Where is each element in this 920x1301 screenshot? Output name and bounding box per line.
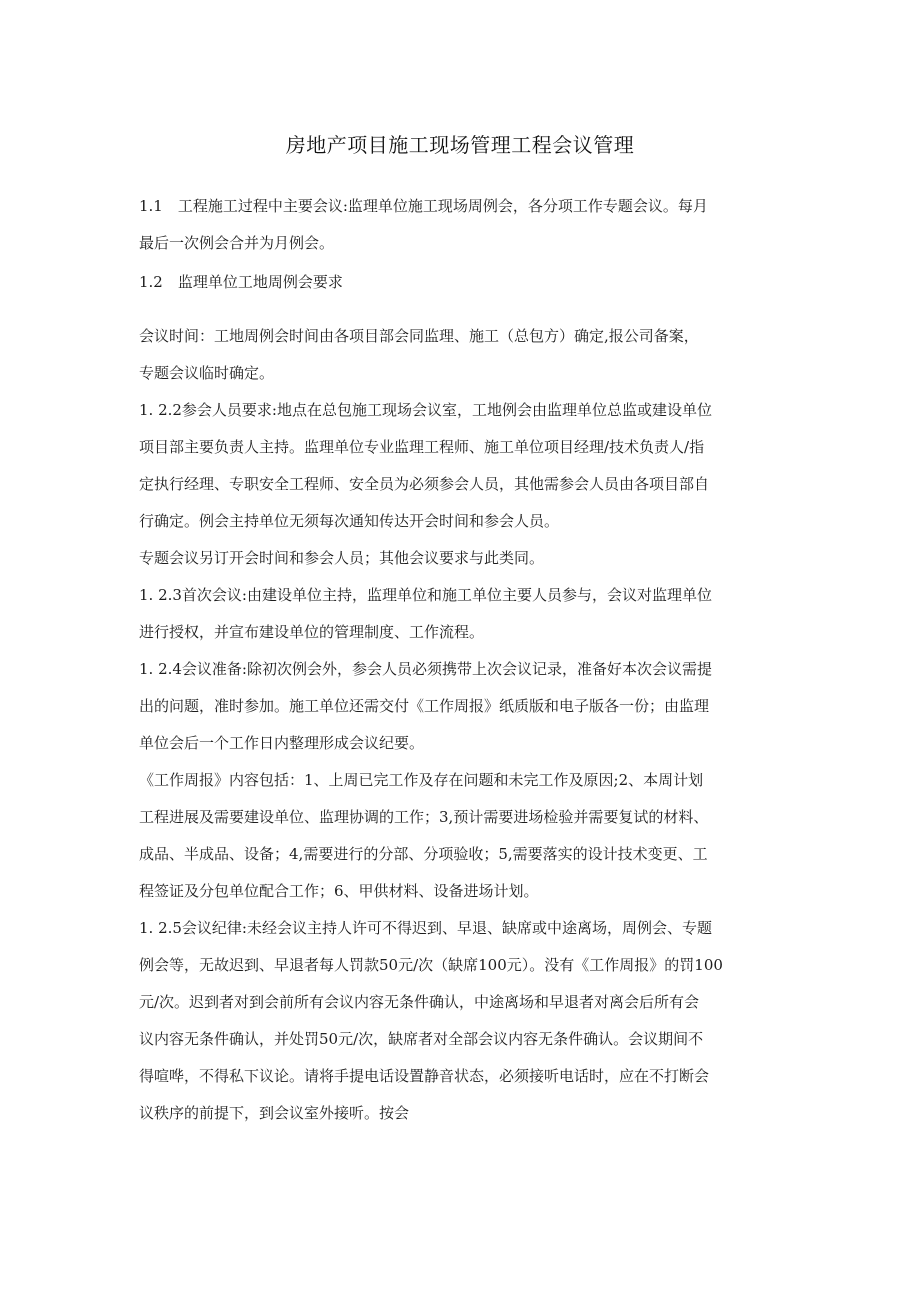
text-line: 1.1 工程施工过程中主要会议:监理单位施工现场周例会，各分项工作专题会议。每月	[139, 197, 708, 215]
text-line: 元/次。迟到者对到会前所有会议内容无条件确认，中途离场和早退者对离会后所有会	[139, 993, 700, 1011]
paragraph-1-2	[139, 264, 785, 301]
text-line: 例会等，无故迟到、早退者每人罚款50元/次（缺席100元）。没有《工作周报》的罚100	[139, 956, 723, 974]
text-line: 工程进展及需要建设单位、监理协调的工作；3,预计需要进场检验并需要复试的材料、	[139, 808, 709, 826]
text-line: 议秩序的前提下，到会议室外接听。按会	[139, 1104, 410, 1122]
paragraph-1-2-5	[139, 910, 785, 1132]
paragraph-meeting-time	[139, 318, 785, 392]
text-line: 专题会议临时确定。	[139, 364, 275, 382]
text-line: 1. 2.5会议纪律:未经会议主持人许可不得迟到、早退、缺席或中途离场，周例会、专题	[139, 919, 712, 937]
paragraph-1-1	[139, 188, 785, 262]
text-line: 1. 2.4会议准备:除初次例会外，参会人员必须携带上次会议记录，准备好本次会议需提	[139, 660, 712, 678]
text-line: 项目部主要负责人主持。监理单位专业监理工程师、施工单位项目经理/技术负责人/指	[139, 438, 705, 456]
text-line: 单位会后一个工作日内整理形成会议纪要。	[139, 734, 425, 752]
text-line: 定执行经理、专职安全工程师、安全员为必须参会人员，其他需参会人员由各项目部自	[139, 475, 710, 493]
text-line: 进行授权，并宣布建设单位的管理制度、工作流程。	[139, 623, 485, 641]
paragraph-main-block	[139, 392, 785, 910]
text-line: 出的问题，准时参加。施工单位还需交付《工作周报》纸质版和电子版各一份；由监理	[139, 697, 710, 715]
text-line: 《工作周报》内容包括：1、上周已完工作及存在问题和未完工作及原因;2、本周计划	[139, 771, 704, 789]
text-line: 会议时间：工地周例会时间由各项目部会同监理、施工（总包方）确定,报公司备案，	[139, 327, 699, 345]
document-title: 房地产项目施工现场管理工程会议管理	[285, 133, 635, 157]
text-line: 议内容无条件确认，并处罚50元/次，缺席者对全部会议内容无条件确认。会议期间不	[139, 1030, 704, 1048]
text-line: 成品、半成品、设备；4,需要进行的分部、分项验收；5,需要落实的设计技术变更、工	[139, 845, 708, 863]
text-line: 1. 2.2参会人员要求:地点在总包施工现场会议室，工地例会由监理单位总监或建设单位	[139, 401, 712, 419]
text-line: 1. 2.3首次会议:由建设单位主持，监理单位和施工单位主要人员参与，会议对监理单位	[139, 586, 712, 604]
text-line: 程签证及分包单位配合工作；6、甲供材料、设备进场计划。	[139, 882, 539, 900]
text-line: 1.2 监理单位工地周例会要求	[139, 273, 343, 291]
text-line: 行确定。例会主持单位无须每次通知传达开会时间和参会人员。	[139, 512, 560, 530]
text-line: 得喧哗，不得私下议论。请将手提电话设置静音状态，必须接听电话时，应在不打断会	[139, 1067, 710, 1085]
text-line: 专题会议另订开会时间和参会人员；其他会议要求与此类同。	[139, 549, 545, 567]
text-line: 最后一次例会合并为月例会。	[139, 234, 335, 252]
